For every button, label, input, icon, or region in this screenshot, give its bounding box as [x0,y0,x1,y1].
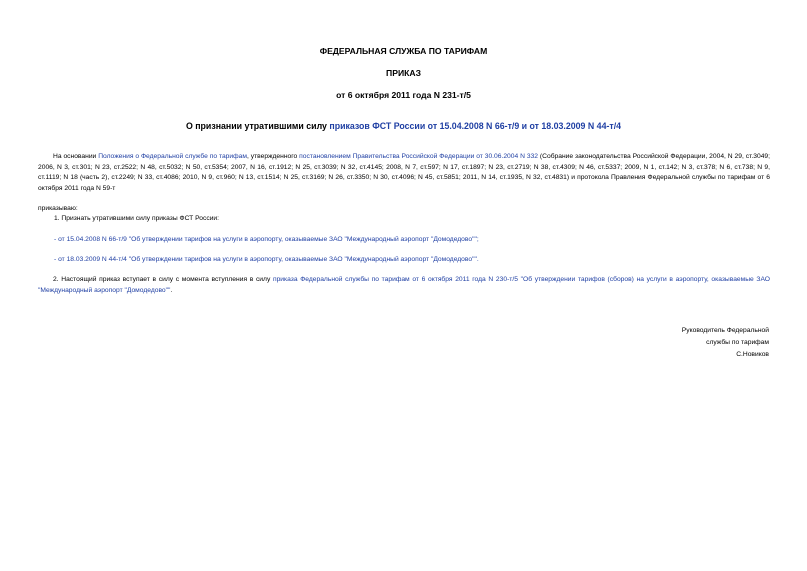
doc-title-prefix: О признании утратившими силу [185,121,330,131]
item-2-paragraph [38,275,770,296]
doc-title-link[interactable]: приказов ФСТ России от 15.04.2008 N 66-т/9 и от 18.03.2009 N 44-т/4 [329,121,622,131]
doc-type: ПРИКАЗ [386,68,421,78]
item-1: 1. Признать утратившими силу приказы ФСТ России: [54,215,220,222]
doc-date-number: от 6 октября 2011 года N 231-т/5 [336,90,471,100]
item-2-text-b: . [170,286,173,294]
repealed-order-2-link[interactable]: - от 18.03.2009 N 44-т/4 "Об утверждении тарифов на услуги в аэропорту, оказываемые ЗАО "Международный аэропорт "Домодедово"". [54,256,479,263]
item-2-text-a: 2. Настоящий приказ вступает в силу с момента вступления в силу [53,276,273,283]
signature-name: С.Новиков [736,351,769,358]
order-230-link[interactable]: приказа Федеральной службы по тарифам от 6 октября 2011 года N 230-т/5 "Об утверждении тарифов (сборов) на услуги в аэропорту, оказываемые ЗАО "Международный аэропорт "Домодедово"" [38,276,770,294]
regulation-link[interactable]: Положения о Федеральной службе по тарифам [98,153,247,160]
repealed-order-1-link[interactable]: - от 15.04.2008 N 66-т/9 "Об утверждении тарифов на услуги в аэропорту, оказываемые ЗАО "Международный аэропорт "Домодедово""; [54,236,479,243]
preamble-paragraph [38,152,770,194]
preamble-text-b: , утвержденного [246,153,300,160]
org-name: ФЕДЕРАЛЬНАЯ СЛУЖБА ПО ТАРИФАМ [319,46,488,56]
preamble-text-c: (Собрание законодательства Российской Федерации, 2004, N 29, ст.3049; 2006, N 3, ст.301; N 23, ст.2522; N 48, ст.5032; N 50, ст.5354; 2007, N 16, ст.1912; N 25, ст.3039; N 32, ст.4145; 2008, N 7, ст.597; N 17, ст.1897; N 23, ст.2719; N 38, ст.4309; N 46, ст.5337; 2009, N 1, ст.142; N 3, ст.378; N 6, ст.738; N 9, ст.1119; N 18 (часть 2), ст.2249; N 33, ст.4086; 2010, N 9, ст.960; N 13, ст.1514; N 25, ст.3169; N 26, ст.3350; N 30, ст.4096; N 45, ст.5851; 2011, N 14, ст.1935, N 32, ст.4831) и протокола Правления Федеральной службы по тарифам от 6 октября 2011 года N 59-т [38,153,770,192]
preamble-text-a: На основании [53,153,99,160]
doc-title [0,121,807,131]
decree-word: приказываю: [38,205,78,212]
signature-position-line1: Руководитель Федеральной [681,327,769,334]
government-decree-link[interactable]: постановлением Правительства Российской Федерации от 30.06.2004 N 332 [299,153,539,160]
signature-position-line2: службы по тарифам [706,339,769,346]
